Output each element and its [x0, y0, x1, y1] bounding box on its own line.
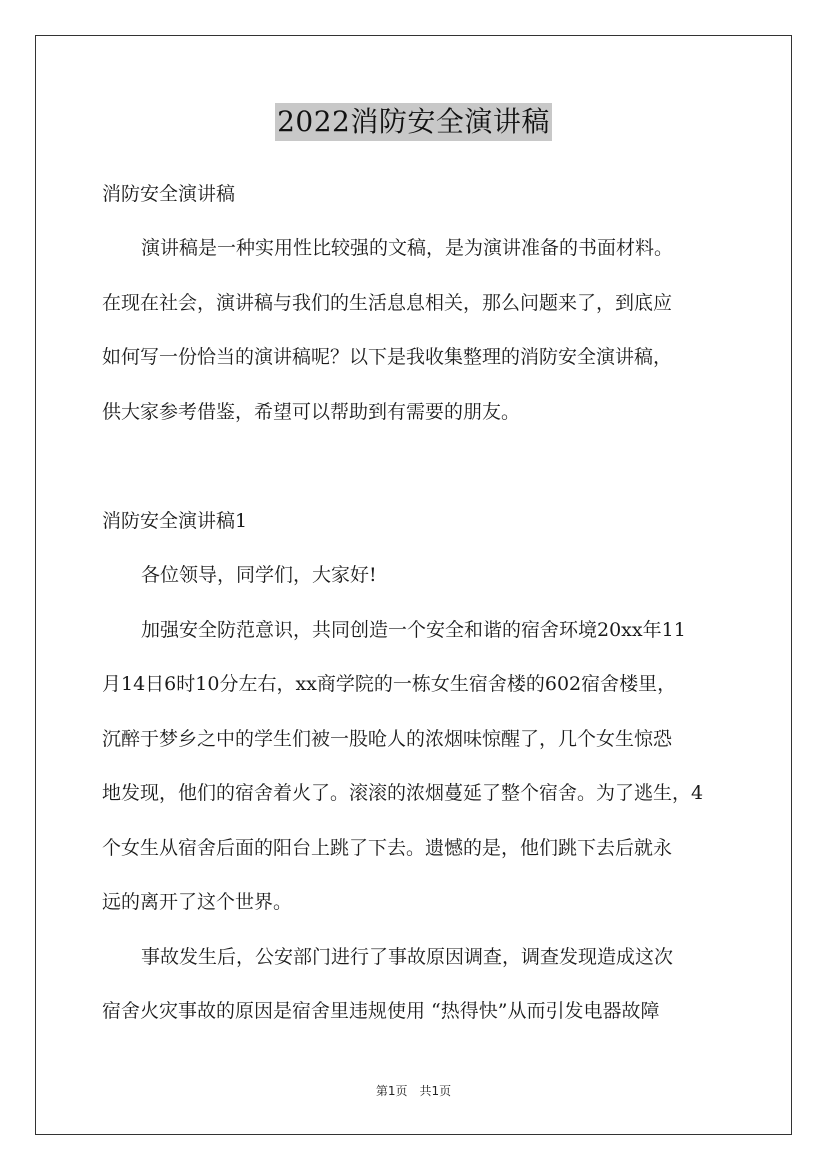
paragraph-line: 月14日6时10分左右，xx商学院的一栋女生宿舍楼的602宿舍楼里，	[102, 673, 677, 695]
paragraph-line: 沉醉于梦乡之中的学生们被一股呛人的浓烟味惊醒了，几个女生惊恐	[102, 728, 673, 750]
document-subtitle: 消防安全演讲稿	[102, 183, 236, 205]
paragraph-line: 宿舍火灾事故的原因是宿舍里违规使用 “热得快”从而引发电器故障	[102, 1000, 660, 1022]
intro-line: 如何写一份恰当的演讲稿呢？以下是我收集整理的消防安全演讲稿，	[102, 346, 673, 368]
paragraph-line: 加强安全防范意识，共同创造一个安全和谐的宿舍环境20xx年11	[141, 619, 686, 641]
intro-line: 在现在社会，演讲稿与我们的生活息息相关，那么问题来了，到底应	[102, 292, 673, 314]
paragraph-line: 地发现，他们的宿舍着火了。滚滚的浓烟蔓延了整个宿舍。为了逃生，4	[102, 782, 704, 804]
title-container	[0, 103, 827, 141]
document-title: 2022消防安全演讲稿	[275, 103, 552, 141]
page-footer: 第1页 共1页	[375, 1084, 452, 1098]
paragraph-line: 事故发生后，公安部门进行了事故原因调查，调查发现造成这次	[141, 946, 674, 968]
intro-line: 演讲稿是一种实用性比较强的文稿，是为演讲准备的书面材料。	[141, 237, 674, 259]
paragraph-line: 远的离开了这个世界。	[102, 891, 293, 913]
intro-line: 供大家参考借鉴，希望可以帮助到有需要的朋友。	[102, 401, 521, 423]
paragraph-line: 个女生从宿舍后面的阳台上跳了下去。遗憾的是，他们跳下去后就永	[102, 837, 673, 859]
greeting: 各位领导，同学们，大家好!	[141, 564, 377, 586]
section-heading: 消防安全演讲稿1	[102, 510, 248, 532]
